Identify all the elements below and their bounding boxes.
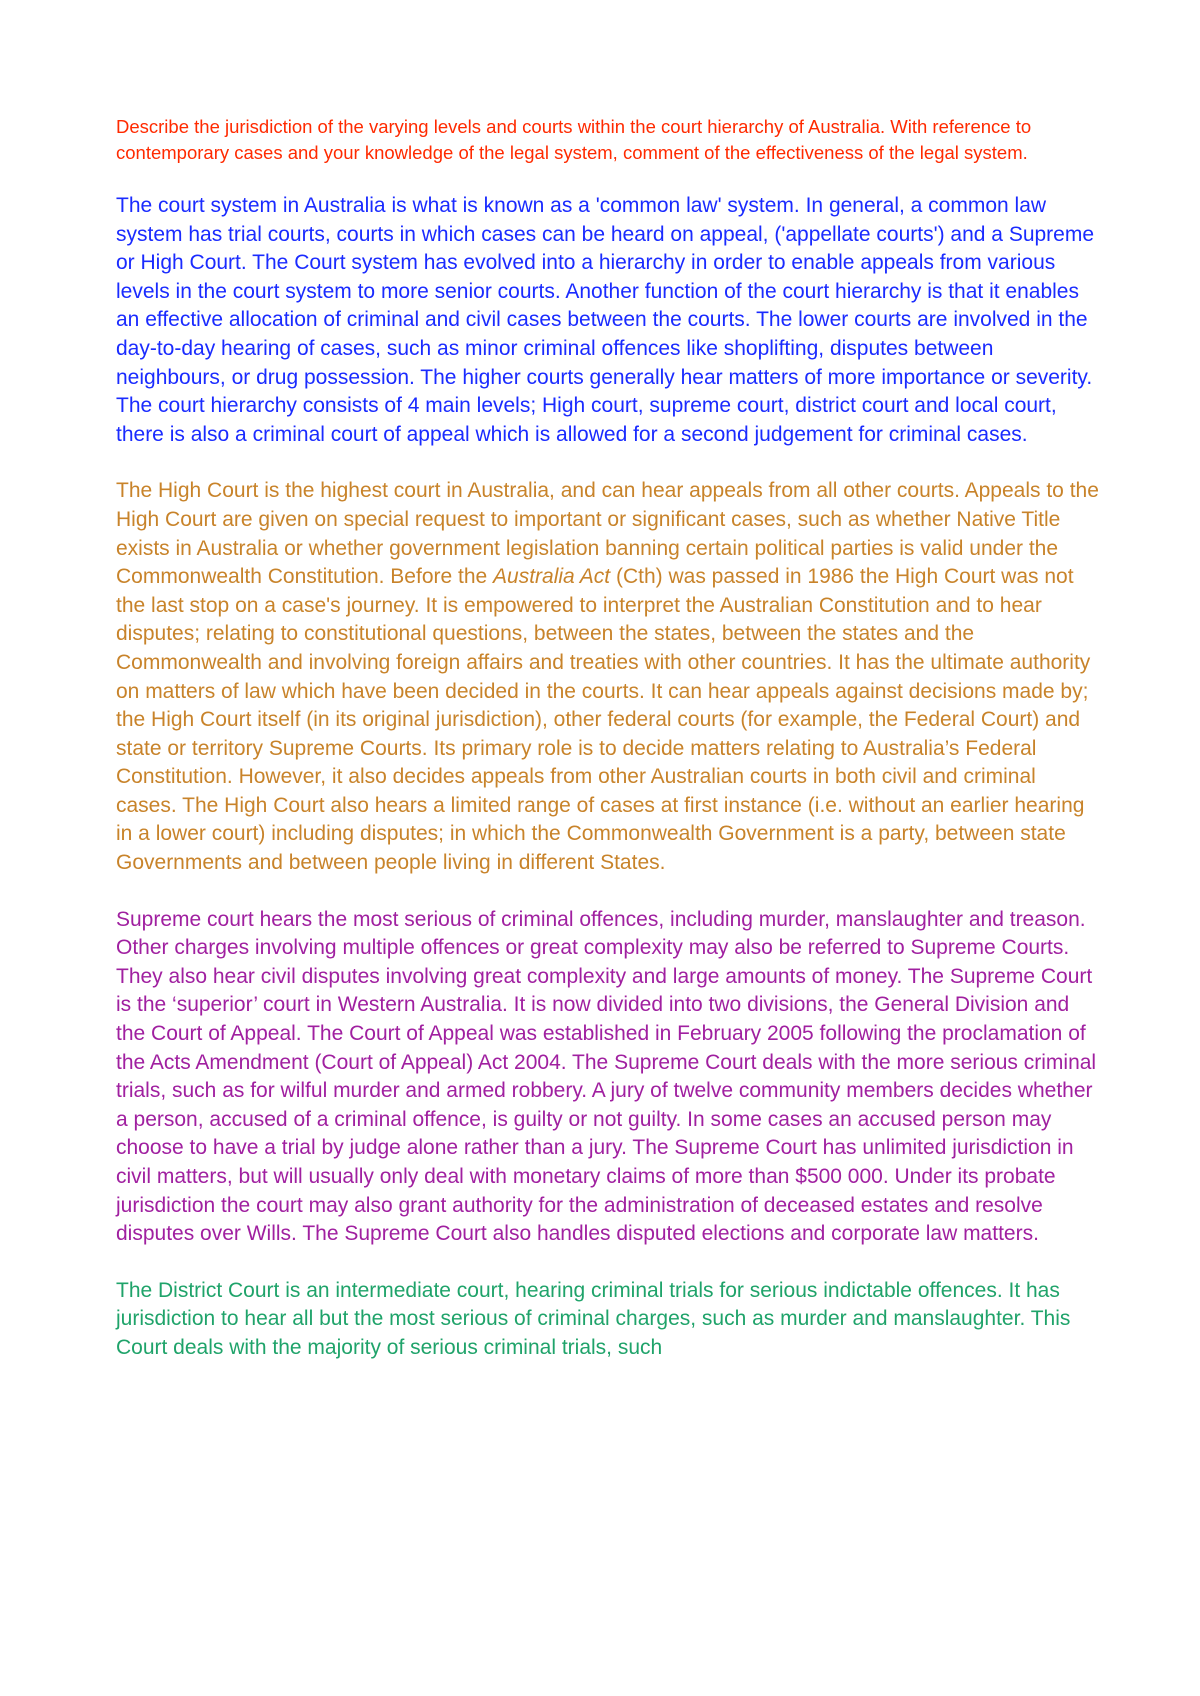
- district-court-paragraph: The District Court is an intermediate court, hearing criminal trials for serious indictable offences. It has jurisdiction to hear all but the most serious of criminal charges, such as murder and manslaughter. This Court deals with the majority of serious criminal trials, such: [116, 1278, 1071, 1359]
- essay-question: Describe the jurisdiction of the varying levels and courts within the court hierarchy of Australia. With reference to contemporary cases and your knowledge of the legal system, comment of the effectiveness of the legal system.: [116, 116, 1032, 163]
- intro-paragraph: The court system in Australia is what is known as a 'common law' system. In general, a common law system has trial courts, courts in which cases can be heard on appeal, ('appellate courts') and a Supreme or High Court. The Court system has evolved into a hierarchy in order to enable appeals from various levels in the court system to more senior courts. Another function of the court hierarchy is that it enables an effective allocation of criminal and civil cases between the courts. The lower courts are involved in the day-to-day hearing of cases, such as minor criminal offences like shoplifting, disputes between neighbours, or drug possession. The higher courts generally hear matters of more importance or severity. The court hierarchy consists of 4 main levels; High court, supreme court, district court and local court, there is also a criminal court of appeal which is allowed for a second judgement for criminal cases.: [116, 194, 1095, 446]
- high-court-paragraph: [116, 477, 1100, 877]
- australia-act-title: Australia Act: [493, 565, 611, 589]
- supreme-court-paragraph: Supreme court hears the most serious of criminal offences, including murder, manslaughter and treason. Other charges involving multiple offences or great complexity may also be referred to Supreme Courts. They also hear civil disputes involving great complexity and large amounts of money. The Supreme Court is the ‘superior’ court in Western Australia. It is now divided into two divisions, the General Division and the Court of Appeal. The Court of Appeal was established in February 2005 following the proclamation of the Acts Amendment (Court of Appeal) Act 2004. The Supreme Court deals with the more serious criminal trials, such as for wilful murder and armed robbery. A jury of twelve community members decides whether a person, accused of a criminal offence, is guilty or not guilty. In some cases an accused person may choose to have a trial by judge alone rather than a jury. The Supreme Court has unlimited jurisdiction in civil matters, but will usually only deal with monetary claims of more than $500 000. Under its probate jurisdiction the court may also grant authority for the administration of deceased estates and resolve disputes over Wills. The Supreme Court also handles disputed elections and corporate law matters.: [116, 907, 1097, 1246]
- high-court-text-before: The High Court is the highest court in Australia, and can hear appeals from all other courts. Appeals to the High Court are given on special request to important or significant cases, such as whether Native Title exists in Australia or whether government legislation banning certain political parties is valid under the Commonwealth Constitution. Before the: [116, 479, 1099, 589]
- high-court-text-after: (Cth) was passed in 1986 the High Court was not the last stop on a case's journey. It is empowered to interpret the Australian Constitution and to hear disputes; relating to constitutional questions, between the states, between the states and the Commonwealth and involving foreign affairs and treaties with other countries. It has the ultimate authority on matters of law which have been decided in the courts. It can hear appeals against decisions made by; the High Court itself (in its original jurisdiction), other federal courts (for example, the Federal Court) and state or territory Supreme Courts. Its primary role is to decide matters relating to Australia’s Federal Constitution. However, it also decides appeals from other Australian courts in both civil and criminal cases. The High Court also hears a limited range of cases at first instance (i.e. without an earlier hearing in a lower court) including disputes; in which the Commonwealth Government is a party, between state Governments and between people living in different States.: [116, 565, 1091, 875]
